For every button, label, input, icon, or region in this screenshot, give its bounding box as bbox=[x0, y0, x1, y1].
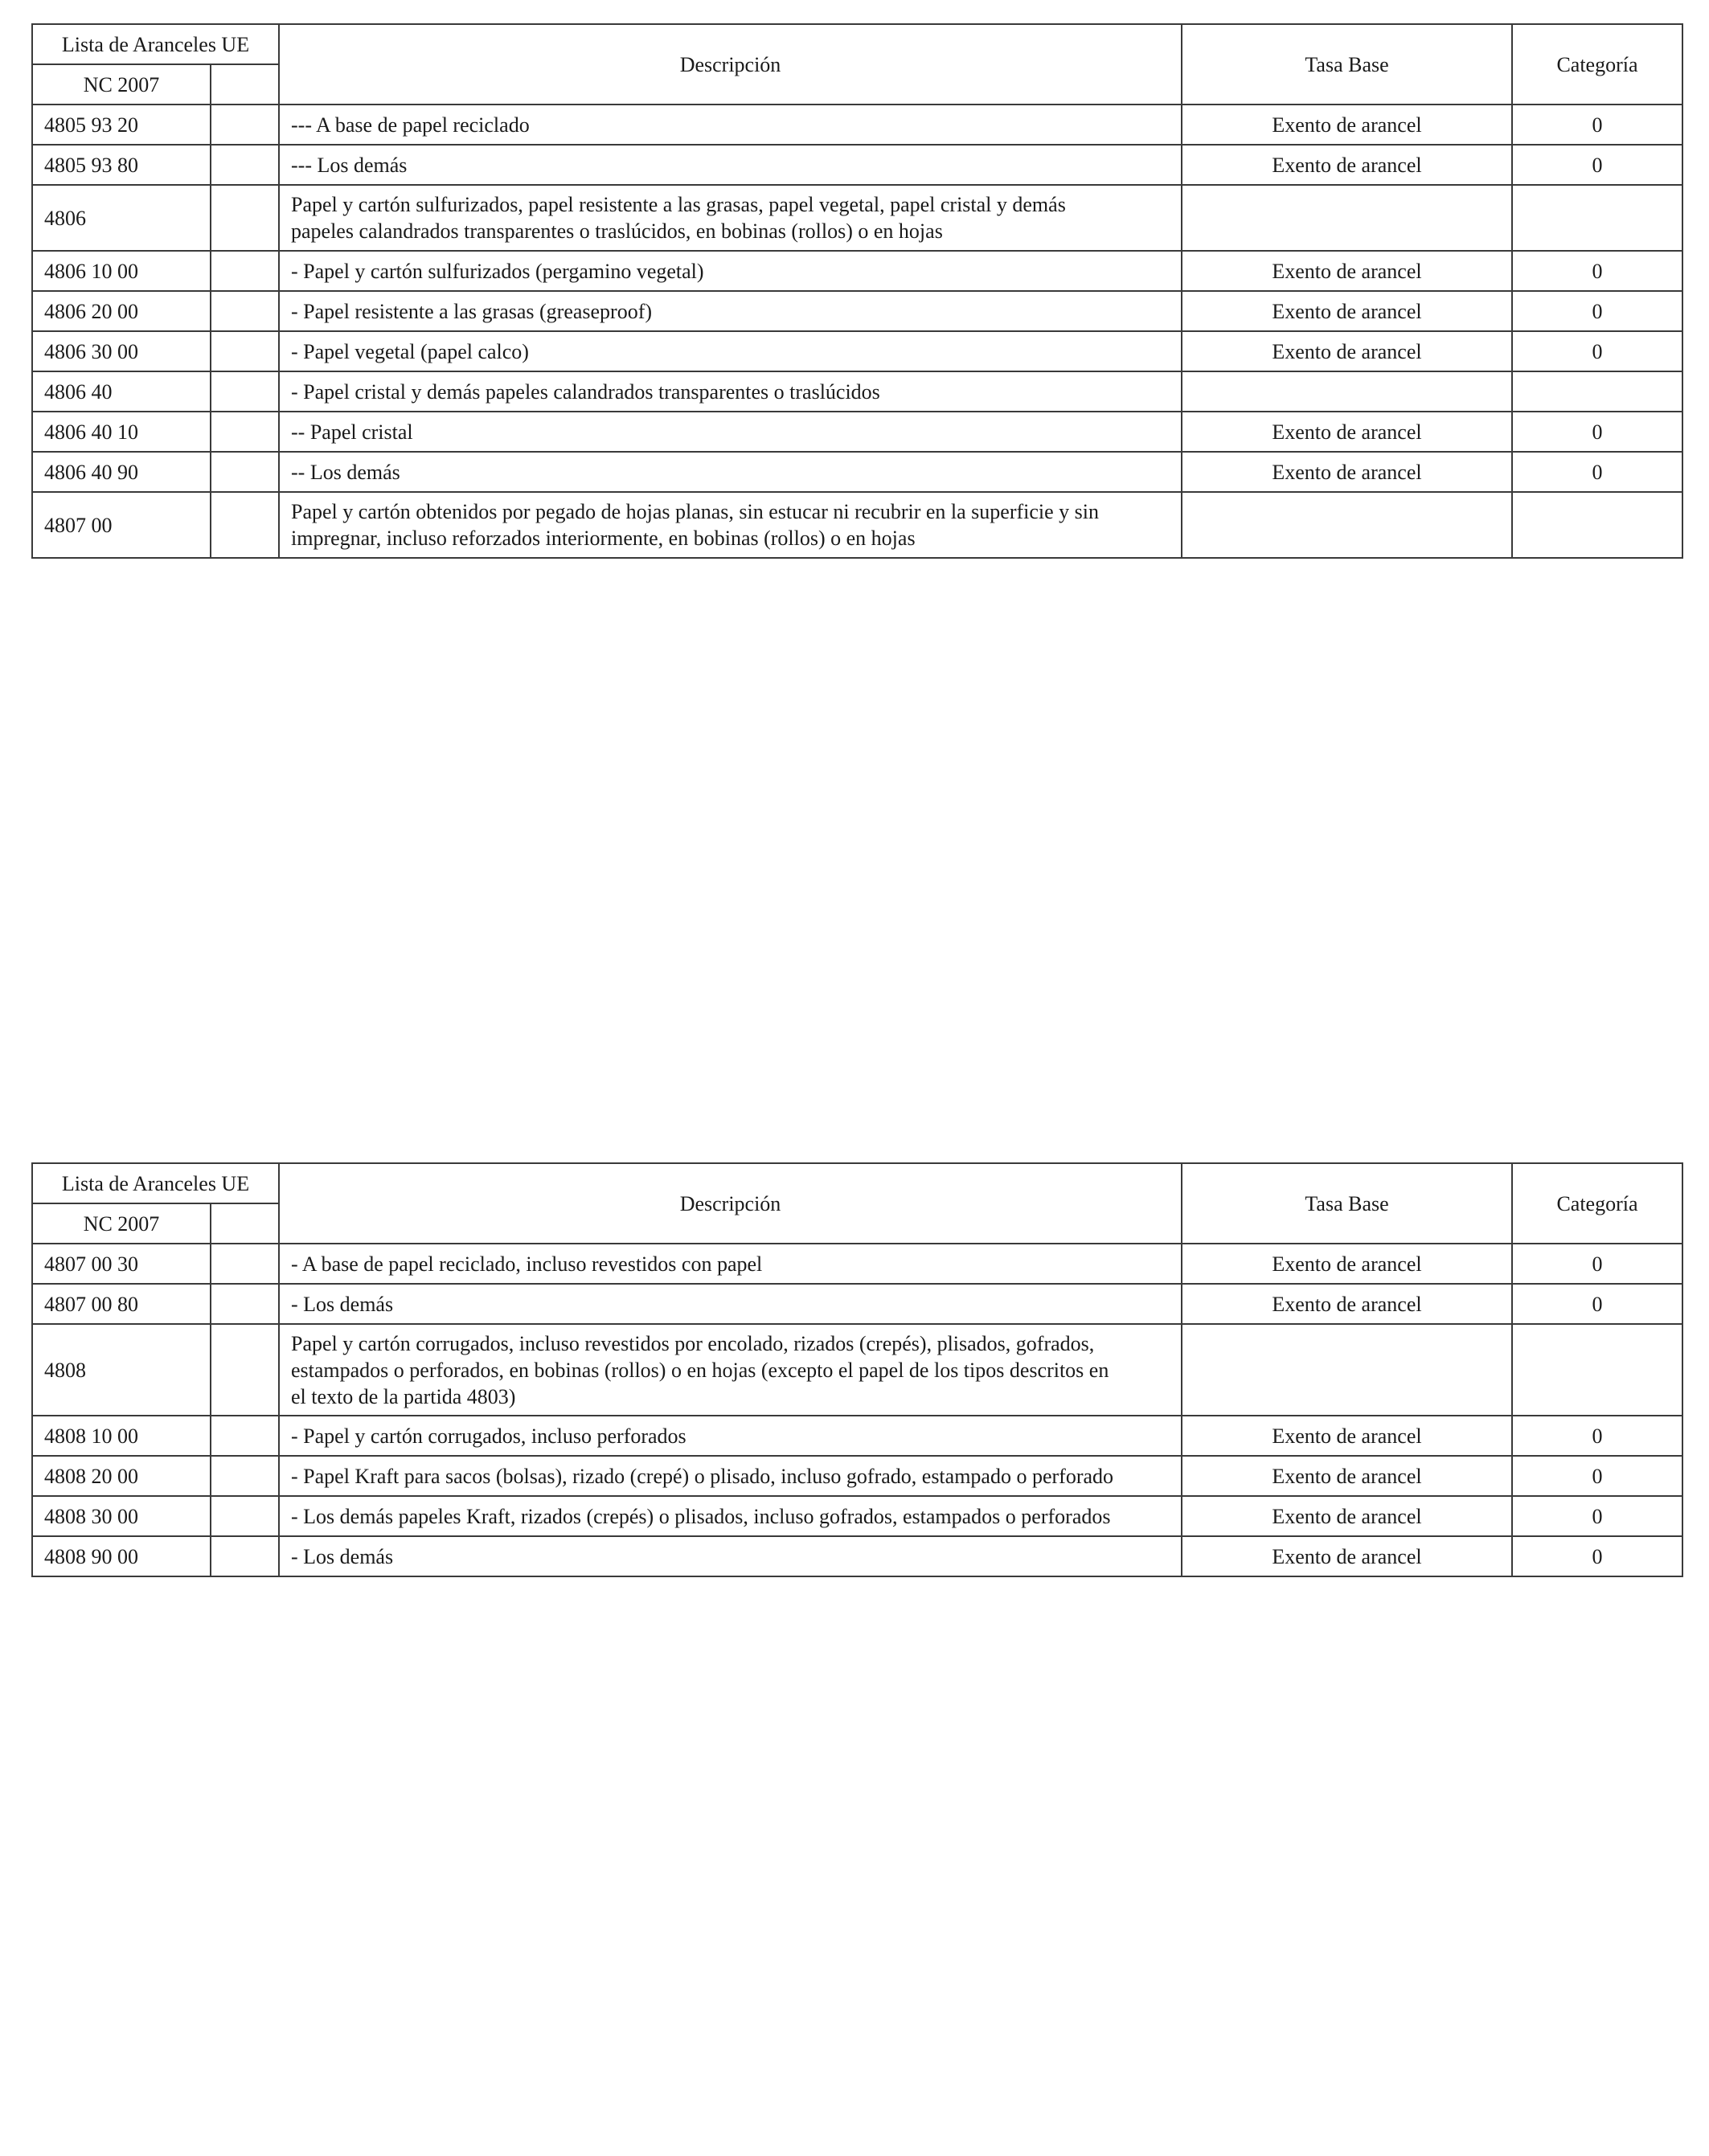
table-row bbox=[32, 492, 1682, 558]
code-cell: 4805 93 80 bbox=[32, 145, 211, 185]
category-cell: 0 bbox=[1512, 452, 1682, 492]
code-cell: 4806 bbox=[32, 185, 211, 251]
description-cell: - Los demás papeles Kraft, rizados (crepés) o plisados, incluso gofrados, estampados o perforados bbox=[279, 1496, 1182, 1536]
empty-cell bbox=[211, 1536, 279, 1576]
description-cell: - A base de papel reciclado, incluso revestidos con papel bbox=[279, 1244, 1182, 1284]
empty-cell bbox=[211, 1456, 279, 1496]
rate-cell: Exento de arancel bbox=[1182, 1496, 1512, 1536]
empty-cell bbox=[211, 331, 279, 371]
empty-cell bbox=[211, 185, 279, 251]
description-line: estampados o perforados, en bobinas (rollos) o en hojas (excepto el papel de los tipos descritos en bbox=[291, 1358, 1109, 1382]
rate-cell: Exento de arancel bbox=[1182, 412, 1512, 452]
description-cell bbox=[279, 492, 1182, 558]
tariff-table-1 bbox=[31, 23, 1683, 559]
rate-cell: Exento de arancel bbox=[1182, 1244, 1512, 1284]
rate-cell bbox=[1182, 185, 1512, 251]
rate-cell: Exento de arancel bbox=[1182, 105, 1512, 145]
category-cell: 0 bbox=[1512, 1496, 1682, 1536]
nc-header: NC 2007 bbox=[32, 64, 211, 105]
code-cell: 4807 00 80 bbox=[32, 1284, 211, 1324]
table-row bbox=[32, 1324, 1682, 1416]
table-row bbox=[32, 331, 1682, 371]
description-line: Papel y cartón corrugados, incluso revestidos por encolado, rizados (crepés), plisados, gofrados, bbox=[291, 1331, 1095, 1355]
table-row bbox=[32, 1244, 1682, 1284]
description-cell: - Papel resistente a las grasas (greaseproof) bbox=[279, 291, 1182, 331]
code-cell: 4807 00 30 bbox=[32, 1244, 211, 1284]
code-cell: 4806 30 00 bbox=[32, 331, 211, 371]
table-row bbox=[32, 412, 1682, 452]
category-cell bbox=[1512, 371, 1682, 412]
description-line: Papel y cartón obtenidos por pegado de hojas planas, sin estucar ni recubrir en la superficie y sin bbox=[291, 500, 1100, 523]
code-cell: 4806 40 bbox=[32, 371, 211, 412]
code-cell: 4808 20 00 bbox=[32, 1456, 211, 1496]
empty-cell bbox=[211, 412, 279, 452]
empty-cell bbox=[211, 452, 279, 492]
category-cell: 0 bbox=[1512, 105, 1682, 145]
code-cell: 4808 90 00 bbox=[32, 1536, 211, 1576]
header-row bbox=[32, 1163, 1682, 1203]
rate-cell: Exento de arancel bbox=[1182, 1456, 1512, 1496]
description-cell: -- Los demás bbox=[279, 452, 1182, 492]
empty-header-cell bbox=[211, 1203, 279, 1244]
category-cell: 0 bbox=[1512, 1244, 1682, 1284]
description-header: Descripción bbox=[279, 1163, 1182, 1244]
empty-cell bbox=[211, 291, 279, 331]
empty-header-cell bbox=[211, 64, 279, 105]
description-cell: --- A base de papel reciclado bbox=[279, 105, 1182, 145]
code-cell: 4806 20 00 bbox=[32, 291, 211, 331]
description-cell: - Papel vegetal (papel calco) bbox=[279, 331, 1182, 371]
base-rate-header: Tasa Base bbox=[1182, 24, 1512, 105]
code-cell: 4806 40 10 bbox=[32, 412, 211, 452]
code-cell: 4807 00 bbox=[32, 492, 211, 558]
description-cell: - Los demás bbox=[279, 1284, 1182, 1324]
empty-cell bbox=[211, 1284, 279, 1324]
list-header: Lista de Aranceles UE bbox=[32, 1163, 279, 1203]
rate-cell bbox=[1182, 371, 1512, 412]
description-cell bbox=[279, 185, 1182, 251]
empty-cell bbox=[211, 251, 279, 291]
description-cell: - Papel y cartón corrugados, incluso perforados bbox=[279, 1416, 1182, 1456]
category-cell bbox=[1512, 185, 1682, 251]
table-row bbox=[32, 452, 1682, 492]
description-line: Papel y cartón sulfurizados, papel resistente a las grasas, papel vegetal, papel cristal y demás bbox=[291, 193, 1066, 216]
table-row bbox=[32, 1284, 1682, 1324]
header-row bbox=[32, 24, 1682, 64]
description-cell: - Papel Kraft para sacos (bolsas), rizado (crepé) o plisado, incluso gofrado, estampado o perforado bbox=[279, 1456, 1182, 1496]
table-row bbox=[32, 105, 1682, 145]
rate-cell bbox=[1182, 492, 1512, 558]
rate-cell: Exento de arancel bbox=[1182, 251, 1512, 291]
table-row bbox=[32, 1456, 1682, 1496]
empty-cell bbox=[211, 371, 279, 412]
category-header: Categoría bbox=[1512, 24, 1682, 105]
rate-cell: Exento de arancel bbox=[1182, 1284, 1512, 1324]
table-row bbox=[32, 251, 1682, 291]
code-cell: 4808 10 00 bbox=[32, 1416, 211, 1456]
empty-cell bbox=[211, 145, 279, 185]
category-cell: 0 bbox=[1512, 1284, 1682, 1324]
empty-cell bbox=[211, 1416, 279, 1456]
description-cell bbox=[279, 1324, 1182, 1416]
description-cell: - Papel cristal y demás papeles calandrados transparentes o traslúcidos bbox=[279, 371, 1182, 412]
category-cell: 0 bbox=[1512, 331, 1682, 371]
category-cell: 0 bbox=[1512, 412, 1682, 452]
description-line: impregnar, incluso reforzados interiormente, en bobinas (rollos) o en hojas bbox=[291, 527, 916, 550]
description-line: papeles calandrados transparentes o traslúcidos, en bobinas (rollos) o en hojas bbox=[291, 219, 943, 243]
table-row bbox=[32, 1496, 1682, 1536]
empty-cell bbox=[211, 492, 279, 558]
category-cell: 0 bbox=[1512, 1416, 1682, 1456]
rate-cell: Exento de arancel bbox=[1182, 1416, 1512, 1456]
description-header: Descripción bbox=[279, 24, 1182, 105]
category-cell: 0 bbox=[1512, 145, 1682, 185]
description-cell: - Los demás bbox=[279, 1536, 1182, 1576]
empty-cell bbox=[211, 1244, 279, 1284]
code-cell: 4805 93 20 bbox=[32, 105, 211, 145]
rate-cell: Exento de arancel bbox=[1182, 452, 1512, 492]
table-row bbox=[32, 371, 1682, 412]
code-cell: 4808 bbox=[32, 1324, 211, 1416]
description-cell: -- Papel cristal bbox=[279, 412, 1182, 452]
category-cell bbox=[1512, 1324, 1682, 1416]
code-cell: 4806 40 90 bbox=[32, 452, 211, 492]
table-row bbox=[32, 1416, 1682, 1456]
table-row bbox=[32, 291, 1682, 331]
description-line: el texto de la partida 4803) bbox=[291, 1384, 516, 1408]
table-row bbox=[32, 145, 1682, 185]
base-rate-header: Tasa Base bbox=[1182, 1163, 1512, 1244]
list-header: Lista de Aranceles UE bbox=[32, 24, 279, 64]
rate-cell: Exento de arancel bbox=[1182, 291, 1512, 331]
category-cell bbox=[1512, 492, 1682, 558]
description-cell: - Papel y cartón sulfurizados (pergamino vegetal) bbox=[279, 251, 1182, 291]
code-cell: 4808 30 00 bbox=[32, 1496, 211, 1536]
category-cell: 0 bbox=[1512, 1536, 1682, 1576]
empty-cell bbox=[211, 1496, 279, 1536]
rate-cell: Exento de arancel bbox=[1182, 331, 1512, 371]
tariff-table-2 bbox=[31, 1162, 1683, 1577]
category-cell: 0 bbox=[1512, 291, 1682, 331]
code-cell: 4806 10 00 bbox=[32, 251, 211, 291]
category-cell: 0 bbox=[1512, 251, 1682, 291]
description-cell: --- Los demás bbox=[279, 145, 1182, 185]
table-row bbox=[32, 185, 1682, 251]
table-row bbox=[32, 1536, 1682, 1576]
rate-cell: Exento de arancel bbox=[1182, 1536, 1512, 1576]
rate-cell bbox=[1182, 1324, 1512, 1416]
category-header: Categoría bbox=[1512, 1163, 1682, 1244]
empty-cell bbox=[211, 1324, 279, 1416]
empty-cell bbox=[211, 105, 279, 145]
nc-header: NC 2007 bbox=[32, 1203, 211, 1244]
rate-cell: Exento de arancel bbox=[1182, 145, 1512, 185]
category-cell: 0 bbox=[1512, 1456, 1682, 1496]
